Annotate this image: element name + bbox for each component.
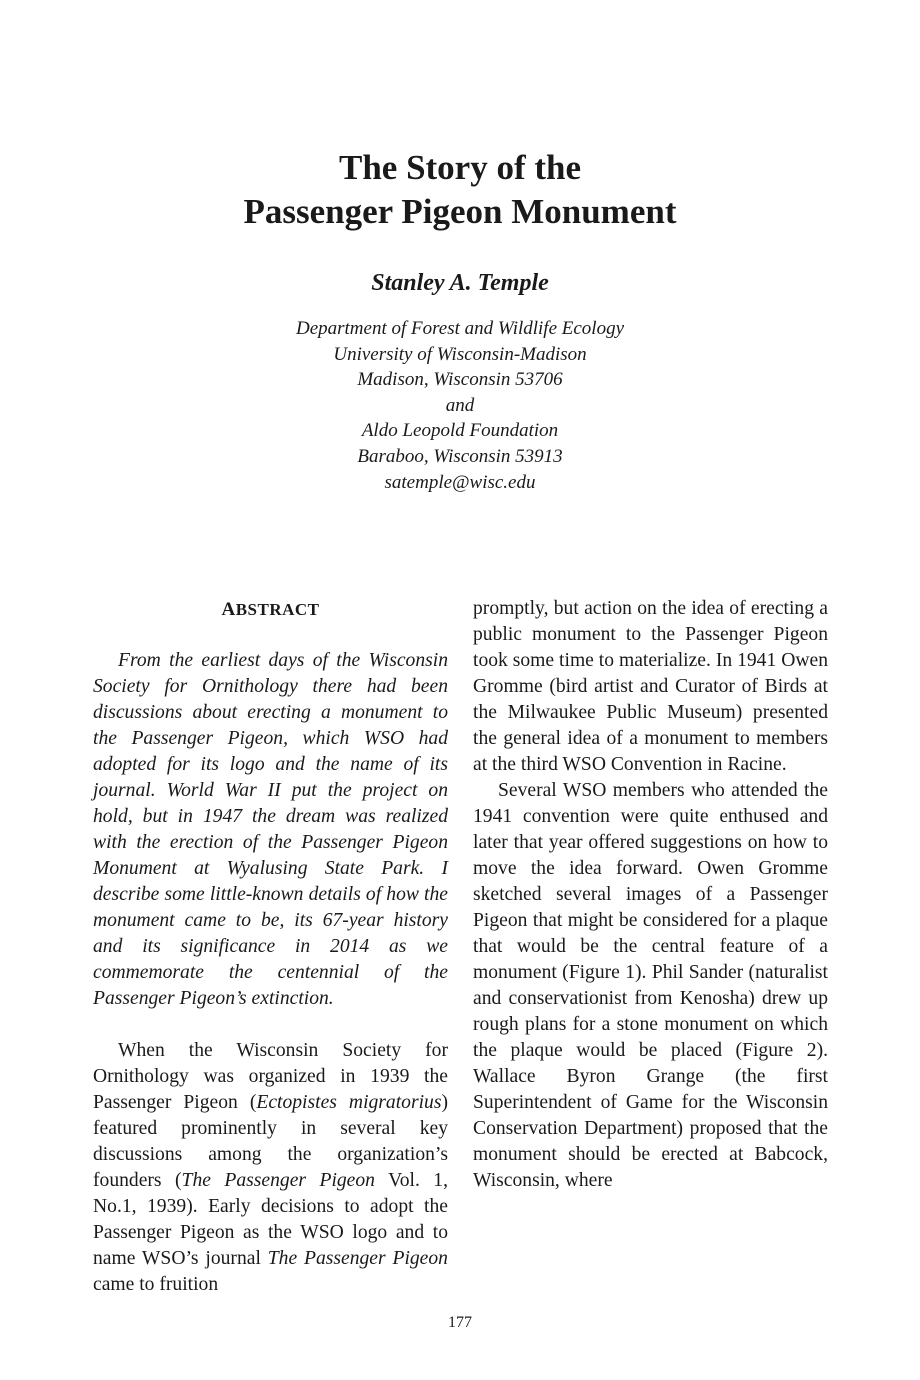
p1-journal-title: The Passenger Pigeon [181, 1170, 375, 1191]
abstract-heading-rest: BSTRACT [235, 600, 320, 619]
author-email: satemple@wisc.edu [384, 471, 536, 493]
abstract-text: From the earliest days of the Wisconsin Society for Ornithology there had been discussions about erecting a monument to the Passenger Pigeon, which WSO had adopted for its logo and the name of its journal. World War II put the project on hold, but in 1947 the dream was realized with the erection of the Passenger Pigeon Monument at Wyalusing State Park. I describe some little-known details of how the monument came to be, its 67-year history and its significance in 2014 as we commemorate the centennial of the Passenger Pigeon’s extinction. [93, 650, 448, 1009]
affiliation-university: University of Wisconsin-Madison [333, 343, 587, 365]
article-title [0, 146, 920, 234]
affiliation-foundation-city: Baraboo, Wisconsin 53913 [357, 445, 563, 467]
affiliation-and: and [445, 394, 475, 416]
abstract-heading-initial: A [221, 599, 236, 620]
affiliation-department: Department of Forest and Wildlife Ecology [295, 318, 625, 339]
p1-journal-title-2: The Passenger Pigeon [267, 1248, 448, 1269]
right-column [473, 596, 828, 1194]
left-column [93, 596, 448, 1298]
p1-text-a: When the Wisconsin Society for Ornithology was organized in 1939 the Passenger Pigeon ( [93, 1040, 448, 1113]
page-number: 177 [448, 1314, 472, 1331]
abstract-heading [93, 596, 448, 624]
title-line-2: Passenger Pigeon Monument [243, 192, 677, 231]
body-paragraph-1 [93, 1038, 448, 1298]
p1-text-d: came to fruition [93, 1274, 219, 1295]
body-paragraph-2: Several WSO members who attended the 1941 convention were quite enthused and later that year offered suggestions on how to move the idea forward. Owen Gromme sketched several images of a Passenger Pigeon that might be considered for a plaque that would be the central feature of a monument (Figure 1). Phil Sander (naturalist and conservationist from Kenosha) drew up rough plans for a stone monument on which the plaque would be placed (Figure 2). Wallace Byron Grange (the first Superintendent of Game for the Wisconsin Conservation Department) proposed that the monument should be erected at Babcock, Wisconsin, where [473, 780, 828, 1191]
section-gap [93, 1012, 448, 1038]
affiliation-foundation: Aldo Leopold Foundation [361, 420, 559, 442]
author-affiliation [0, 316, 920, 495]
author-name: Stanley A. Temple [371, 270, 549, 296]
p1-species-name: Ectopistes migratorius [256, 1092, 442, 1113]
p1-text-c: Vol. 1, No.1, 1939). Early decisions to adopt the Passenger Pigeon as the WSO logo and to name WSO’s journal [93, 1170, 448, 1269]
p1-text-b: ) featured prominently in several key discussions among the organization’s founders ( [93, 1092, 448, 1191]
body-paragraph-1-continued: promptly, but action on the idea of erecting a public monument to the Passenger Pigeon took some time to materialize. In 1941 Owen Gromme (bird artist and Curator of Birds at the Milwaukee Public Museum) presented the general idea of a monument to members at the third WSO Convention in Racine. [473, 598, 828, 775]
title-line-1: The Story of the [338, 148, 582, 187]
affiliation-city: Madison, Wisconsin 53706 [357, 369, 563, 391]
